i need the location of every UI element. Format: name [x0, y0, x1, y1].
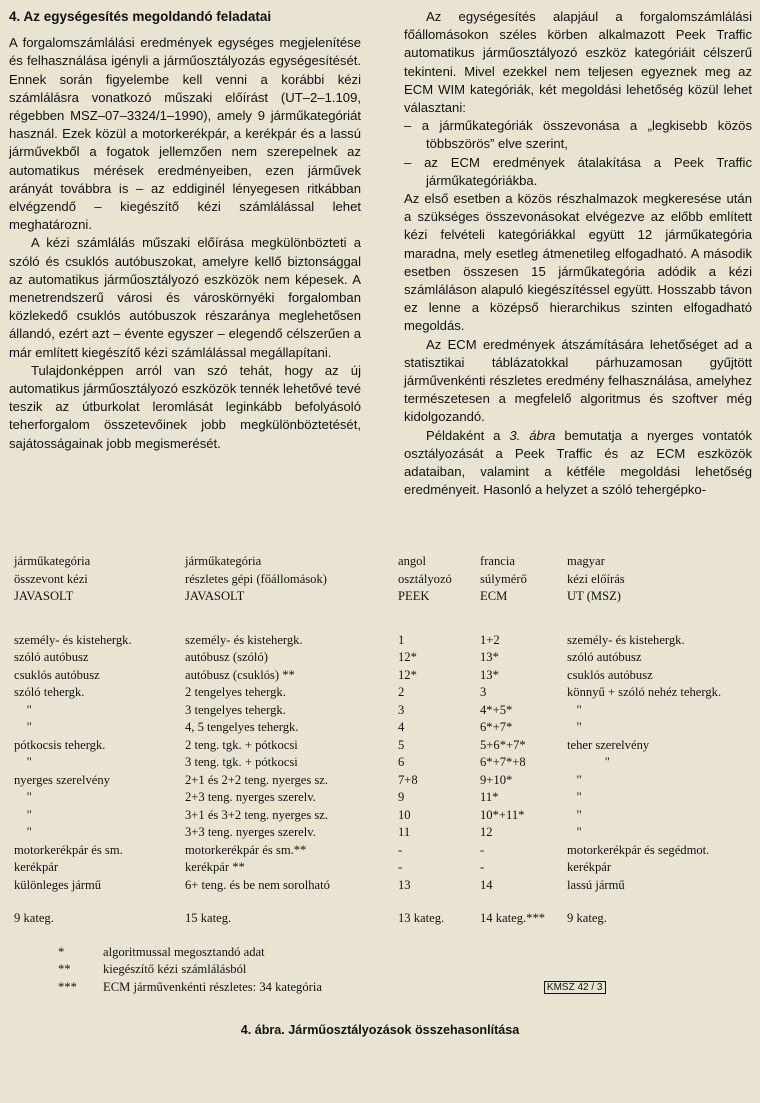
table-cell: 4, 5 tengelyes tehergk.: [185, 720, 299, 734]
table-cell: 2 teng. tgk. + pótkocsi: [185, 737, 298, 752]
table-row: [14, 719, 754, 737]
table-cell: 9+10*: [480, 772, 513, 787]
table-cell: 3: [480, 685, 487, 699]
table-row: [14, 824, 754, 842]
table-row: [14, 842, 754, 860]
table-cell: csuklós autóbusz: [567, 667, 653, 682]
table-cell: motorkerékpár és sm.: [14, 842, 123, 857]
footnote: [58, 961, 754, 979]
table-cell: 14 kateg.***: [480, 911, 546, 925]
table-cell: összevont kézi: [14, 571, 88, 586]
figure-reference: 3. ábra: [509, 427, 556, 443]
table-cell: személy- és kistehergk.: [14, 632, 132, 647]
table-row: [14, 649, 754, 667]
table-row: [14, 789, 754, 807]
table-cell: osztályozó: [398, 571, 452, 586]
table-cell: 13*: [480, 650, 499, 664]
list-item: – az ECM eredmények átalakítása a Peek Traffic járműkategóriákba.: [404, 154, 752, 188]
table-cell: -: [480, 842, 485, 857]
table-cell: angol: [398, 554, 426, 568]
table-cell: 3 teng. tgk. + pótkocsi: [185, 755, 298, 769]
table-cell: különleges jármű: [14, 877, 102, 892]
table-cell: 6: [398, 755, 405, 769]
table-cell: autóbusz (szóló): [185, 650, 268, 664]
table-cell: nyerges szerelvény: [14, 772, 110, 787]
table-cell: 11*: [480, 790, 499, 804]
table-cell: 6*+7*+8: [480, 755, 526, 769]
table-cell: könnyű + szóló nehéz tehergk.: [567, 685, 722, 699]
footnote-text: ECM járművenkénti részletes: 34 kategória: [103, 979, 322, 994]
table-cell: 6+ teng. és be nem sorolható: [185, 877, 330, 892]
table-row: [14, 877, 754, 895]
table-row: [14, 667, 754, 685]
table-cell: 5: [398, 737, 405, 752]
table-cell: személy- és kistehergk.: [567, 632, 685, 647]
table-cell: 4*+5*: [480, 702, 513, 717]
table-cell: autóbusz (csuklós) **: [185, 667, 295, 682]
list-item: – a járműkategóriák összevonása a „legkisebb közös többszörös” elve szerint,: [404, 118, 752, 152]
table-cell: kézi előírás: [567, 571, 625, 586]
table-cell: 13 kateg.: [398, 911, 445, 925]
table-cell: motorkerékpár és segédmot.: [567, 842, 710, 857]
table-cell: 2: [398, 685, 405, 699]
table-row: [14, 859, 754, 877]
paragraph: Az ECM eredmények átszámítására lehetőséget ad a statisztikai táblázatokkal párhuzamosan gyűjtött járművenkénti részletes eredmény felhasználása, amelyhez természetesen a megfelelő algoritmus és szoftver még kidolgozandó.: [404, 336, 752, 425]
table-cell: ": [14, 720, 32, 734]
table-row: [14, 632, 754, 650]
table-cell: 11: [398, 825, 411, 839]
footnote-marker: **: [58, 962, 71, 976]
table-cell: járműkategória: [14, 554, 91, 568]
spacer: [14, 928, 754, 944]
table-cell: -: [398, 842, 403, 857]
paragraph: Az egységesítés alapjául a forgalomszámlálási főállomásokon széles körben alkalmazott Peek Traffic automatikus járműosztályozó eszköz kategóriáit célszerű tekinteni. Mivel ezekkel nem teljesen egyeznek meg az ECM WIM kategóriák, két megoldási lehetőség közül lehet választani:: [404, 9, 752, 116]
text-span: bemutatja a nyerges vontatók osztályozását a Peek Traffic és az ECM eszközök adataiban, valamint a kétféle megoldási lehetőség eredményeit. Hasonló a helyzet a szóló tehergépko-: [404, 427, 753, 498]
table-cell: 1: [398, 632, 405, 647]
table-cell: részletes gépi (főállomások): [185, 571, 327, 586]
table-cell: kerékpár **: [185, 860, 245, 874]
table-header-row: [14, 571, 754, 589]
table-row: [14, 807, 754, 825]
table-row: [14, 684, 754, 702]
table-cell: 12: [480, 825, 493, 839]
table-cell: ": [567, 807, 582, 822]
table-cell: motorkerékpár és sm.**: [185, 842, 307, 857]
table-cell: 10*+11*: [480, 807, 525, 822]
totals-row: [14, 910, 754, 928]
table-cell: 3+3 teng. nyerges szerelv.: [185, 825, 316, 839]
table-cell: 3: [398, 702, 405, 717]
section-heading: 4. Az egységesítés megoldandó feladatai: [9, 9, 272, 24]
paragraph: A forgalomszámlálási eredmények egységes megjelenítése és felhasználása igényli a járműosztályozás egységesítését. Ennek során figyelembe kell venni a korábbi kézi számlálásra vonatkozó műszaki előírást (UT–2–1.109, régebben MSZ–07–3324/1–1990), amely 9 járműkategóriát használ. Ezek közül a motorkerékpár, a kerékpár és a lassú járművekből a fogatok jellemzően nem szerepelnek az automatikus mérések eredményeiben, ezen járművek arányát továbbra is – az eddiginél lényegesen ritkábban elvégzendő – kiegészítő kézi számlálással lehet meghatározni.: [9, 35, 361, 233]
table-cell: 9 kateg.: [14, 911, 54, 925]
figure-code-stamp: KMSZ 42 / 3: [544, 981, 606, 994]
table-cell: járműkategória: [185, 554, 262, 568]
table-cell: 7+8: [398, 772, 418, 787]
figure-caption: 4. ábra. Járműosztályozások összehasonlítása: [240, 1023, 520, 1037]
table-cell: kerékpár: [14, 860, 59, 874]
table-cell: magyar: [567, 554, 605, 568]
table-cell: szóló autóbusz: [567, 650, 642, 664]
table-cell: 5+6*+7*: [480, 737, 526, 752]
table-cell: JAVASOLT: [14, 589, 74, 603]
table-row: [14, 737, 754, 755]
table-header-row: [14, 588, 754, 606]
right-column: [404, 8, 752, 499]
table-cell: teher szerelvény: [567, 737, 650, 752]
table-cell: 2+3 teng. nyerges szerelv.: [185, 790, 316, 804]
table-cell: 4: [398, 720, 405, 734]
table-cell: 9 kateg.: [567, 911, 607, 925]
table-cell: UT (MSZ): [567, 589, 621, 603]
footnote: [58, 979, 754, 997]
table-cell: ": [567, 825, 582, 839]
table-cell: ": [14, 825, 32, 839]
table-cell: kerékpár: [567, 860, 612, 874]
footnotes: [58, 944, 754, 997]
comparison-table: [14, 553, 754, 996]
table-cell: személy- és kistehergk.: [185, 632, 303, 647]
table-cell: ": [14, 755, 32, 769]
spacer: [14, 606, 754, 632]
table-cell: pótkocsis tehergk.: [14, 737, 106, 752]
table-cell: ": [567, 755, 610, 769]
table-cell: ": [567, 720, 582, 734]
table-cell: ": [567, 702, 582, 717]
table-cell: ": [567, 790, 582, 804]
table-row: [14, 702, 754, 720]
footnote-marker: ***: [58, 979, 77, 994]
table-cell: ": [567, 772, 582, 787]
table-cell: 6*+7*: [480, 720, 513, 734]
table-row: [14, 754, 754, 772]
table-cell: szóló tehergk.: [14, 685, 85, 699]
text-span: Példaként a: [426, 427, 510, 443]
table-cell: ": [14, 807, 32, 822]
spacer: [14, 894, 754, 910]
table-cell: PEEK: [398, 589, 430, 603]
table-cell: súlymérő: [480, 571, 527, 586]
left-column: [9, 8, 361, 453]
footnote-text: kiegészítő kézi számlálásból: [103, 962, 247, 976]
table-cell: JAVASOLT: [185, 589, 245, 603]
table-cell: szóló autóbusz: [14, 650, 89, 664]
table-cell: 15 kateg.: [185, 911, 232, 925]
footnote: [58, 944, 754, 962]
table-cell: 3+1 és 3+2 teng. nyerges sz.: [185, 807, 329, 822]
table-cell: 2 tengelyes tehergk.: [185, 685, 286, 699]
table-cell: 14: [480, 877, 493, 892]
table-cell: ECM: [480, 589, 508, 603]
table-cell: lassú jármű: [567, 877, 625, 892]
table-cell: 13*: [480, 667, 499, 682]
paragraph: Tulajdonképpen arról van szó tehát, hogy az új automatikus járműosztályozó eszközök tennék lehetővé tevé teszik az útburkolat leromlását leginkább befolyásoló teherforgalom összetevőinek jobb megkülönböztetését, sajátosságainak jobb megismerését.: [9, 362, 361, 451]
table-cell: ": [14, 790, 32, 804]
footnote-text: algoritmussal megosztandó adat: [103, 944, 265, 959]
table-cell: 12*: [398, 667, 417, 682]
paragraph: Az első esetben a közös részhalmazok megkeresése után a szükséges összevonásokat elvégezve az előbb említett kézi felvételi kategóriákkal együtt 12 járműkategória maradna, mely esetleg átmenetileg elfogadható. A második esetben összesen 15 járműkategória adódik a kézi számláláson alapuló kiegészítéssel együtt. Hosszabb távon ez lenne a középső hierarchikus szinten elfogadható megoldás.: [404, 191, 752, 334]
table-cell: -: [480, 860, 485, 874]
table-cell: 12*: [398, 650, 417, 664]
table-cell: 10: [398, 807, 411, 822]
table-cell: ": [14, 702, 32, 717]
paragraph: A kézi számlálás műszaki előírása megkülönbözteti a szóló és csuklós autóbuszokat, amelyre kellő biztonsággal az automatikus járműosztályozó eszközök nem képesek. A menetrendszerű városi és városkörnyéki forgalomban közlekedő csuklós autóbuszok részaránya meglehetősen állandó, ezért azt – évente egyszer – elegendő célszerűen a már említett kiegészítő kézi számlálással megállapítani.: [9, 235, 361, 360]
paragraph: [404, 427, 752, 500]
footnote-marker: *: [58, 944, 65, 959]
table-cell: 3 tengelyes tehergk.: [185, 702, 286, 717]
table-cell: 9: [398, 790, 405, 804]
table-cell: 13: [398, 877, 411, 892]
table-cell: -: [398, 860, 403, 874]
table-header-row: [14, 553, 754, 571]
table-cell: 2+1 és 2+2 teng. nyerges sz.: [185, 772, 329, 787]
table-cell: francia: [480, 554, 515, 568]
table-row: [14, 772, 754, 790]
table-cell: csuklós autóbusz: [14, 667, 100, 682]
table-cell: 1+2: [480, 632, 500, 647]
